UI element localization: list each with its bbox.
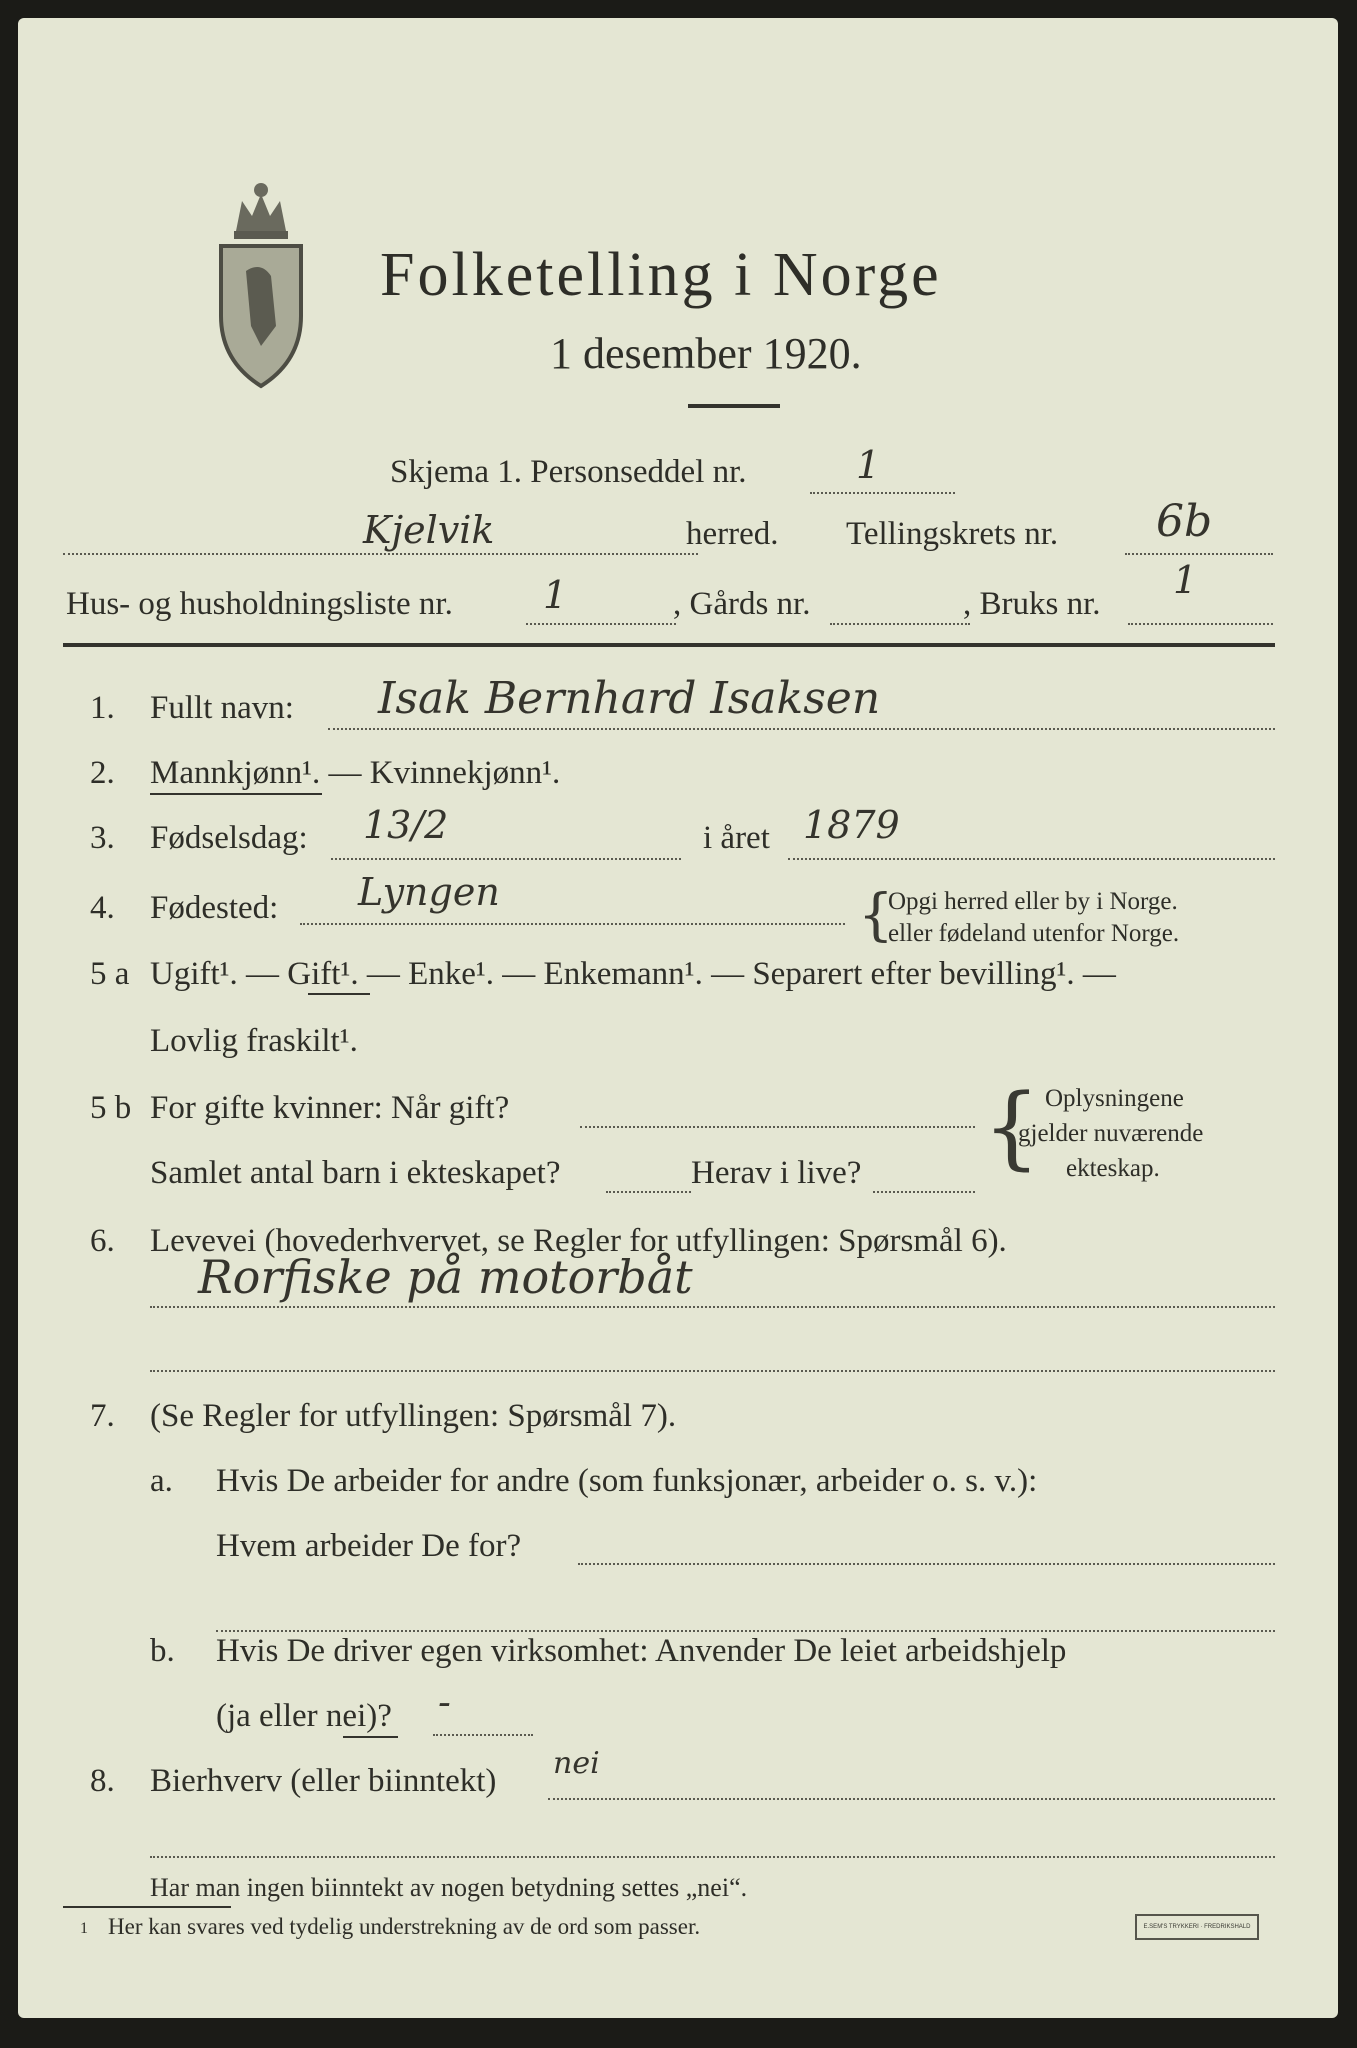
- employer-line-2: [216, 1630, 1275, 1632]
- herred-value[interactable]: Kjelvik: [363, 508, 495, 552]
- gift-underline: [308, 993, 370, 995]
- husliste-value[interactable]: 1: [543, 573, 568, 617]
- title-divider: [688, 404, 780, 408]
- q1-number: 1.: [90, 690, 115, 726]
- bruks-line: [1128, 623, 1273, 625]
- q1-label: Fullt navn:: [150, 690, 294, 726]
- q7a-label: Hvis De arbeider for andre (som funksjonær, arbeider o. s. v.):: [216, 1463, 1038, 1499]
- q4-note-1: Opgi herred eller by i Norge.: [888, 888, 1178, 915]
- q2-label: Mannkjønn¹. — Kvinnekjønn¹.: [150, 755, 561, 791]
- census-form: [18, 18, 1338, 2018]
- full-name-value[interactable]: Isak Bernhard Isaksen: [378, 673, 881, 724]
- q7a-label-2: Hvem arbeider De for?: [216, 1528, 522, 1564]
- q2-number: 2.: [90, 755, 115, 791]
- bierhverv-line: [548, 1798, 1275, 1800]
- q6-number: 6.: [90, 1223, 115, 1259]
- norwegian-coat-of-arms-icon: [216, 176, 306, 391]
- bierhverv-value[interactable]: nei: [553, 1746, 600, 1781]
- footnote-text: Her kan svares ved tydelig understrekning av de ord som passer.: [108, 1914, 701, 1939]
- q8-label: Bierhverv (eller biinntekt): [150, 1763, 497, 1799]
- tellingskrets-line: [1125, 553, 1273, 555]
- q5b-note-3: ekteskap.: [1066, 1155, 1160, 1182]
- bruks-value[interactable]: 1: [1173, 558, 1198, 602]
- q5a-label-2: Lovlig fraskilt¹.: [150, 1023, 358, 1059]
- gards-line: [830, 623, 970, 625]
- q3-label: Fødselsdag:: [150, 820, 308, 856]
- q5b-label-3: Herav i live?: [691, 1155, 862, 1191]
- q5b-note-2: gjelder nuværende: [1018, 1120, 1204, 1147]
- schema-number[interactable]: 1: [856, 443, 881, 487]
- occupation-line: [150, 1306, 1275, 1308]
- i-live-line: [873, 1191, 975, 1193]
- birthday-value[interactable]: 13/2: [363, 803, 449, 847]
- bierhverv-line-2: [150, 1856, 1275, 1858]
- q7-number: 7.: [90, 1398, 115, 1434]
- nar-gift-line: [580, 1126, 975, 1128]
- q7b-value[interactable]: -: [438, 1680, 451, 1724]
- bruks-label: , Bruks nr.: [963, 586, 1101, 622]
- form-title: Folketelling i Norge: [380, 241, 942, 309]
- q5a-label: Ugift¹. — Gift¹. — Enke¹. — Enkemann¹. — Separert efter bevilling¹. —: [150, 956, 1116, 992]
- herred-label: herred.: [686, 516, 779, 552]
- q7b-line: [433, 1734, 533, 1736]
- occupation-value[interactable]: Rorfiske på motorbåt: [198, 1250, 693, 1304]
- gards-label: , Gårds nr.: [673, 586, 811, 622]
- q7b-label: Hvis De driver egen virksomhet: Anvender De leiet arbeidshjelp: [216, 1633, 1067, 1669]
- q7-label: (Se Regler for utfyllingen: Spørsmål 7).: [150, 1398, 677, 1434]
- q1-line: [328, 728, 1275, 730]
- q5b-note-1: Oplysningene: [1045, 1085, 1184, 1112]
- birth-year-label: i året: [703, 820, 770, 856]
- footnote-rule: [63, 1906, 231, 1908]
- occupation-line-2: [150, 1370, 1275, 1372]
- printer-stamp-text: E.SEM'S TRYKKERI · FREDRIKSHALD: [1143, 1924, 1251, 1930]
- birthplace-line: [300, 923, 845, 925]
- schema-label: Skjema 1. Personseddel nr.: [390, 454, 747, 490]
- husliste-line: [526, 623, 676, 625]
- husliste-label: Hus- og husholdningsliste nr.: [66, 586, 453, 622]
- q3-number: 3.: [90, 820, 115, 856]
- printer-stamp: [1135, 1914, 1259, 1940]
- mannkjonn-underline: [150, 793, 322, 795]
- nei-underline: [343, 1736, 398, 1738]
- q4-brace: {: [858, 883, 894, 948]
- q7a-letter: a.: [150, 1463, 173, 1499]
- q5b-number: 5 b: [90, 1090, 132, 1126]
- q8-number: 8.: [90, 1763, 115, 1799]
- employer-line: [578, 1563, 1275, 1565]
- q5a-number: 5 a: [90, 956, 130, 992]
- header-rule: [63, 643, 1275, 647]
- q4-label: Fødested:: [150, 890, 279, 926]
- tellingskrets-label: Tellingskrets nr.: [846, 516, 1059, 552]
- birth-year-line: [788, 858, 1275, 860]
- birthplace-value[interactable]: Lyngen: [358, 870, 500, 914]
- herred-line: [63, 553, 698, 555]
- q7b-letter: b.: [150, 1633, 175, 1669]
- schema-line: [810, 492, 955, 494]
- q5b-brace: {: [983, 1075, 1041, 1180]
- q7b-label-2: (ja eller nei)?: [216, 1698, 392, 1734]
- birth-year-value[interactable]: 1879: [803, 803, 900, 847]
- q6-label: Levevei (hovederhvervet, se Regler for utfyllingen: Spørsmål 6).: [150, 1223, 1007, 1259]
- q4-note-2: eller fødeland utenfor Norge.: [888, 920, 1180, 947]
- census-date: 1 desember 1920.: [550, 329, 862, 378]
- birthday-line: [331, 858, 681, 860]
- q5b-label: For gifte kvinner: Når gift?: [150, 1090, 510, 1126]
- q4-number: 4.: [90, 890, 115, 926]
- barn-line: [606, 1191, 691, 1193]
- footnote-mark: 1: [80, 1920, 88, 1937]
- nei-note: Har man ingen biinntekt av nogen betydning settes „nei“.: [150, 1873, 748, 1902]
- q5b-label-2: Samlet antal barn i ekteskapet?: [150, 1155, 561, 1191]
- tellingskrets-value[interactable]: 6b: [1156, 496, 1213, 547]
